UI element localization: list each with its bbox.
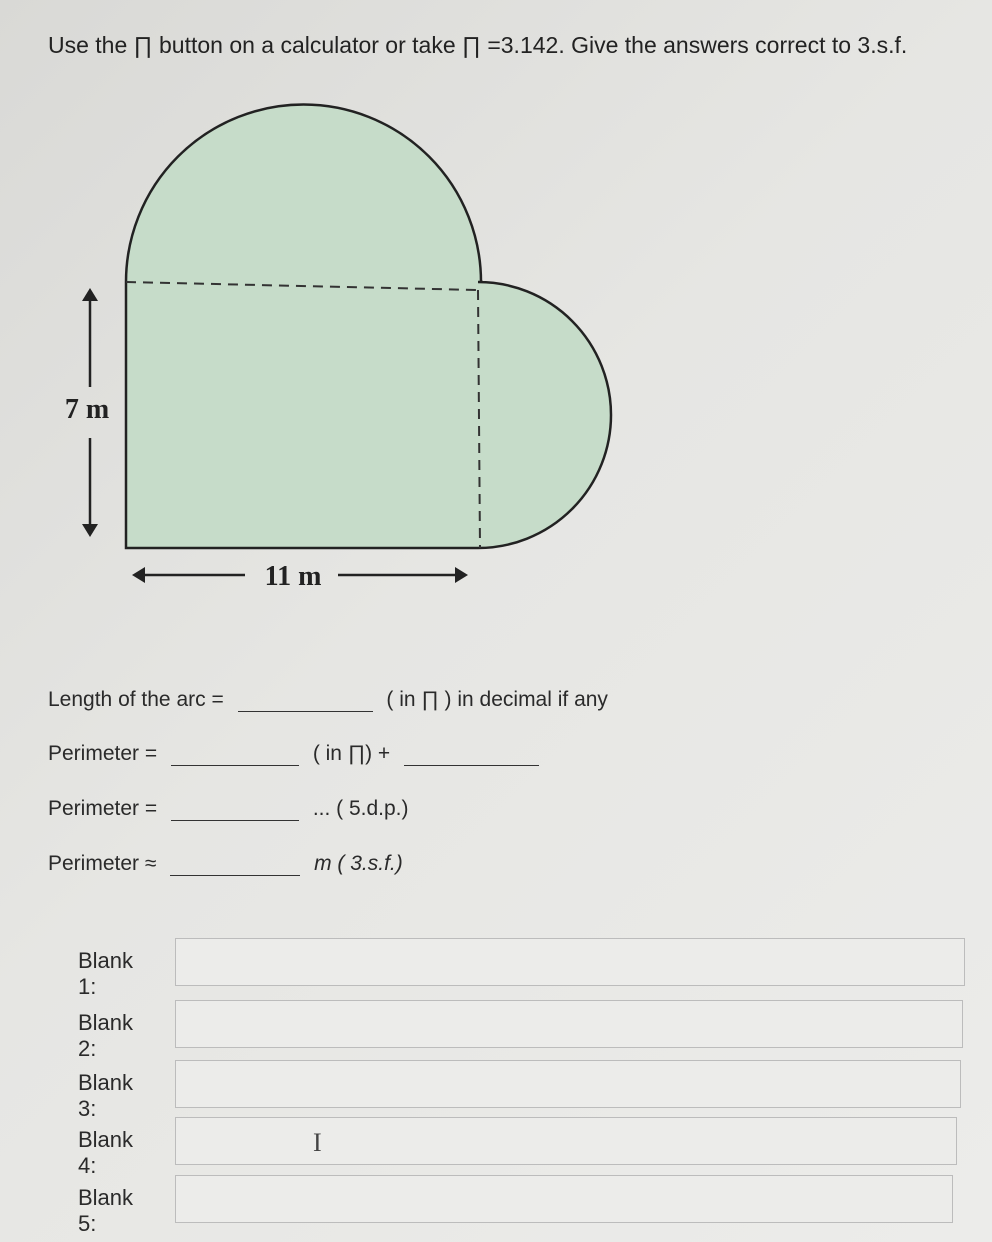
blank-4-input[interactable] [175,1117,957,1165]
answer-line-3 [404,743,539,766]
blank-label: Blank 2: [78,1010,134,1061]
blank-3-input[interactable] [175,1060,961,1108]
answer-line-5 [170,853,300,876]
blank-2-input[interactable] [175,1000,963,1048]
text-cursor-icon: I [313,1128,322,1157]
question-perimeter-3sf: Perimeter ≈ m ( 3.s.f.) [48,852,403,875]
blank-label: Blank 3: [78,1070,134,1121]
answer-line-4 [171,798,299,821]
question-perimeter-5dp: Perimeter = ... ( 5.d.p.) [48,797,409,820]
blank-5-input[interactable] [175,1175,953,1223]
blank-label: Blank 1: [78,948,134,999]
composite-shape [126,105,611,548]
blank-1-input[interactable] [175,938,965,986]
width-label: 11 m [264,561,322,592]
question-perimeter-pi: Perimeter = ( in ∏) + [48,742,547,766]
blank-label: Blank 4: [78,1127,134,1178]
question-arc-length: Length of the arc = ( in ∏ ) in decimal if any [48,688,608,711]
height-label: 7 m [64,394,110,425]
answer-line-2 [171,743,299,766]
answer-line-1 [238,689,373,712]
instruction-text: Use the ∏ button on a calculator or take ∏ =3.142. Give the answers correct to 3.s.f. [48,32,908,58]
blank-label: Blank 5: [78,1185,134,1236]
composite-shape-diagram [40,95,640,605]
